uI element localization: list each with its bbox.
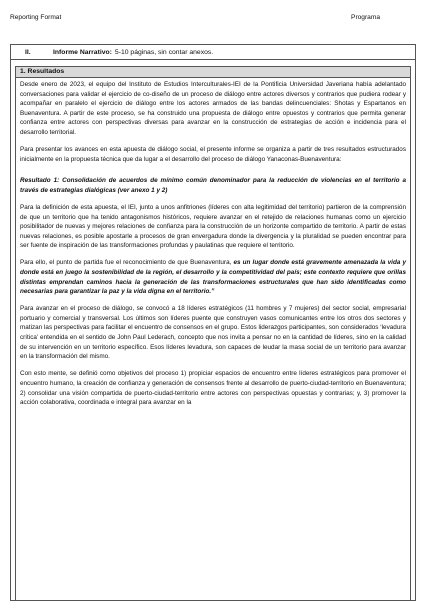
report-box <box>10 44 416 601</box>
header-reporting-format: Reporting Format <box>10 14 62 21</box>
results-heading: 1. Resultados <box>16 67 410 78</box>
paragraph-2: Para presentar los avances en esta apuesta de diálogo social, el presente informe se organiza a partir de tres resultados estructurados inicialmente en la propuesta técnica que da lugar a el desarrollo del proceso de diálogo Yanaconas-Buenaventura: <box>20 146 406 163</box>
paragraph-3: Para la definición de esta apuesta, el IEI, junto a unos anfitriones (líderes con alta legitimidad del territorio) partieron de la comprensión de que un territorio que ha tenido antagonismos históricos, requiere avanzar en el retejido de relaciones humanas como un ejercicio posibilitador de nuevas y mejores relaciones de confianza para la construcción de un horizonte compartido de territorio. A partir de estas nuevas relaciones, es posible apostarle a procesos de gran envergadura donde la divergencia y la pluralidad se pueden encontrar para ser fuente de inspiración de las transformaciones profundas y paulatinas que requiere el territorio. <box>20 203 406 250</box>
section-number: II. <box>25 48 31 56</box>
paragraph-1: Desde enero de 2023, el equipo del Instituto de Estudios Interculturales-IEI de la Pontificia Universidad Javeriana había adelantado conversaciones para validar el ejercicio de co-diseño de un proceso de diálogo entre actores diversos y contrarios que pudiera rodear y acompañar en paralelo el ejercicio de diálogo entre los actores armados de las bandas delincuenciales: Shotas y Espartanos en Buenaventura. A partir de este proceso, se ha construido una propuesta de diálogo entre opuestos y contrarios que permita generar confianza entre actores con perspectivas diversas para avanzar en la construcción de estrategias de acción e incidencia para el desarrollo territorial. <box>20 81 406 136</box>
section-title: Informe Narrativo: <box>53 48 112 56</box>
paragraph-4-quote: es un lugar donde está gravemente amenazada la vida y donde está en juego la sostenibilidad de la región, el desarrollo y la competitividad del país; este contexto requiere que orillas distintas emprendan caminos hacia la generación de las transformaciones estructurales que han sido identificadas como necesarias para garantizar la paz y la vida digna en el territorio.” <box>20 259 406 296</box>
paragraph-4-start: Para ello, el punto de partida fue el reconocimiento de que Buenaventura, <box>20 259 234 267</box>
header-programa: Programa <box>351 14 380 21</box>
results-body <box>16 78 410 408</box>
section-subtitle: 5-10 páginas, sin contar anexos. <box>114 48 214 56</box>
paragraph-4 <box>20 258 406 296</box>
page-header <box>10 14 416 21</box>
results-section <box>15 66 411 600</box>
paragraph-6: Con esto mente, se definió como objetivos del proceso 1) propiciar espacios de encuentro entre líderes estratégicos para promover el encuentro humano, la creación de confianza y generación de consensos frente al desarrollo de puerto-ciudad-territorio en Buenaventura; 2) consolidar una visión compartida de puerto-ciudad-territorio entre actores con perspectivas opuestas y contrarias; y, 3) promover la acción colaborativa, coordinada e integral para avanzar en la <box>20 370 406 407</box>
resultado-1-heading: Resultado 1: Consolidación de acuerdos de mínimo común denominador para la reducción de violencias en el territorio a través de estrategias dialógicas (ver anexo 1 y 2) <box>20 177 406 194</box>
paragraph-5: Para avanzar en el proceso de diálogo, se convocó a 18 líderes estratégicos (11 hombres y 7 mujeres) del sector social, empresarial portuario y comercial y transversal. Los últimos son líderes puente que construyen vasos comunicantes entre los otros dos sectores y matizan las perspectivas para facilitar el encuentro de consensos en el grupo. Estos liderazgos participantes, son considerados ‘levadura crítica’ entendida en el sentido de John Paul Lederach, concepto que nos invita a pensar no en la cantidad de líderes, sino en la calidad de su intervención en un territorio específico. Esos líderes levadura, son capaces de leudar la masa social de un territorio para avanzar en la transformación del mismo. <box>20 305 406 361</box>
section-header <box>11 45 415 60</box>
